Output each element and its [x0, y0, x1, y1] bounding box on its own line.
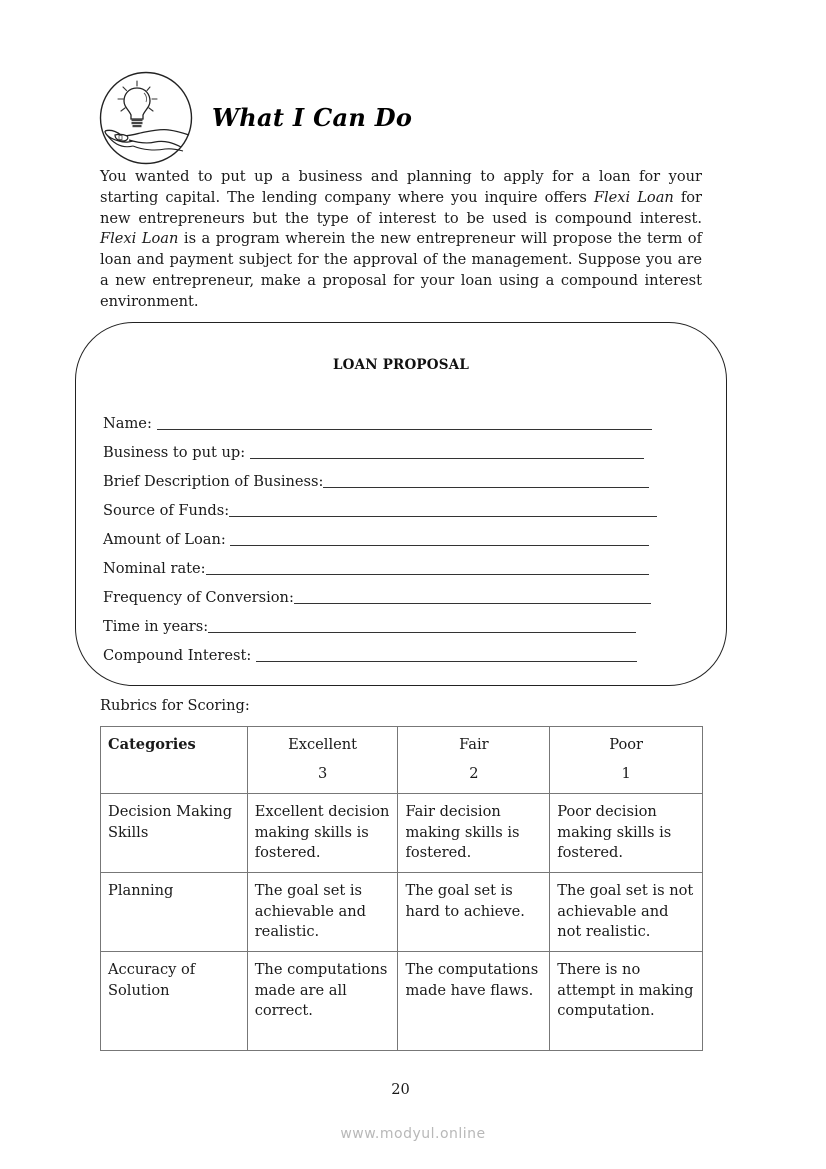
- watermark: www.modyul.online: [340, 1126, 486, 1142]
- table-header-row: [101, 727, 703, 794]
- source-of-funds-field[interactable]: [103, 500, 657, 519]
- header-categories: Categories: [101, 727, 248, 794]
- header-fair-label: Fair: [459, 736, 489, 753]
- header-excellent: [247, 727, 398, 794]
- header-fair: [398, 727, 550, 794]
- poor-cell: There is no attempt in making computation.: [550, 952, 703, 1051]
- fair-cell: Fair decision making skills is fostered.: [398, 794, 550, 873]
- nominal-rate-field[interactable]: [103, 558, 649, 577]
- excellent-cell: The goal set is achievable and realistic.: [247, 873, 398, 952]
- name-field[interactable]: [103, 413, 652, 432]
- lightbulb-in-hand-icon: [99, 71, 193, 165]
- business-field[interactable]: [103, 442, 644, 461]
- category-cell: Decision Making Skills: [101, 794, 248, 873]
- name-label: Name:: [103, 415, 157, 432]
- flexi-loan-term: Flexi Loan: [100, 230, 179, 248]
- header-fair-score: 2: [469, 764, 479, 782]
- business-description-label: Brief Description of Business:: [103, 473, 324, 490]
- time-in-years-field[interactable]: [103, 616, 636, 635]
- category-cell: Accuracy of Solution: [101, 952, 248, 1051]
- nominal-rate-label: Nominal rate:: [103, 560, 206, 577]
- compound-interest-field[interactable]: [103, 645, 637, 664]
- amount-of-loan-field[interactable]: [103, 529, 649, 548]
- source-of-funds-label: Source of Funds:: [103, 502, 230, 519]
- rubrics-label: Rubrics for Scoring:: [100, 697, 250, 714]
- amount-of-loan-label: Amount of Loan:: [103, 531, 231, 548]
- compound-interest-input-line[interactable]: [256, 647, 637, 662]
- business-input-line[interactable]: [250, 444, 644, 459]
- header-poor-score: 1: [621, 764, 631, 782]
- intro-text: for new entrepreneurs but the type of interest to be used is compound interest.: [100, 188, 702, 227]
- rubrics-table: [100, 726, 703, 1051]
- header-poor-label: Poor: [609, 736, 643, 753]
- table-row: [101, 952, 703, 1051]
- loan-proposal-form: [75, 322, 727, 686]
- business-description-field[interactable]: [103, 471, 649, 490]
- business-description-input-line[interactable]: [323, 473, 649, 488]
- intro-text: You wanted to put up a business and planning to apply for a loan for your starting capital. The lending company where you inquire offers: [100, 168, 702, 206]
- nominal-rate-input-line[interactable]: [206, 560, 649, 575]
- time-in-years-label: Time in years:: [103, 618, 209, 635]
- excellent-cell: The computations made are all correct.: [247, 952, 398, 1051]
- compound-interest-label: Compound Interest:: [103, 647, 256, 664]
- table-row: [101, 873, 703, 952]
- flexi-loan-term: Flexi Loan: [593, 188, 674, 206]
- page-number: 20: [391, 1081, 410, 1098]
- header-excellent-label: Excellent: [288, 736, 358, 753]
- header-excellent-score: 3: [317, 764, 328, 782]
- frequency-of-conversion-input-line[interactable]: [294, 589, 651, 604]
- fair-cell: The computations made have flaws.: [398, 952, 550, 1051]
- poor-cell: Poor decision making skills is fostered.: [550, 794, 703, 873]
- business-label: Business to put up:: [103, 444, 250, 461]
- category-cell: Planning: [101, 873, 248, 952]
- table-row: [101, 794, 703, 873]
- header-poor: [550, 727, 703, 794]
- name-input-line[interactable]: [157, 415, 652, 430]
- amount-of-loan-input-line[interactable]: [230, 531, 649, 546]
- intro-paragraph: [100, 167, 702, 313]
- source-of-funds-input-line[interactable]: [229, 502, 657, 517]
- excellent-cell: Excellent decision making skills is fostered.: [247, 794, 398, 873]
- intro-text: is a program wherein the new entrepreneur will propose the term of loan and payment subject for the approval of the management. Suppose you are a new entrepreneur, make a proposal for your loan using a compound interest environment.: [100, 230, 702, 310]
- section-title: What I Can Do: [212, 103, 413, 132]
- frequency-of-conversion-field[interactable]: [103, 587, 651, 606]
- time-in-years-input-line[interactable]: [208, 618, 636, 633]
- poor-cell: The goal set is not achievable and not realistic.: [550, 873, 703, 952]
- loan-proposal-title: LOAN PROPOSAL: [332, 357, 470, 373]
- frequency-of-conversion-label: Frequency of Conversion:: [103, 589, 294, 606]
- fair-cell: The goal set is hard to achieve.: [398, 873, 550, 952]
